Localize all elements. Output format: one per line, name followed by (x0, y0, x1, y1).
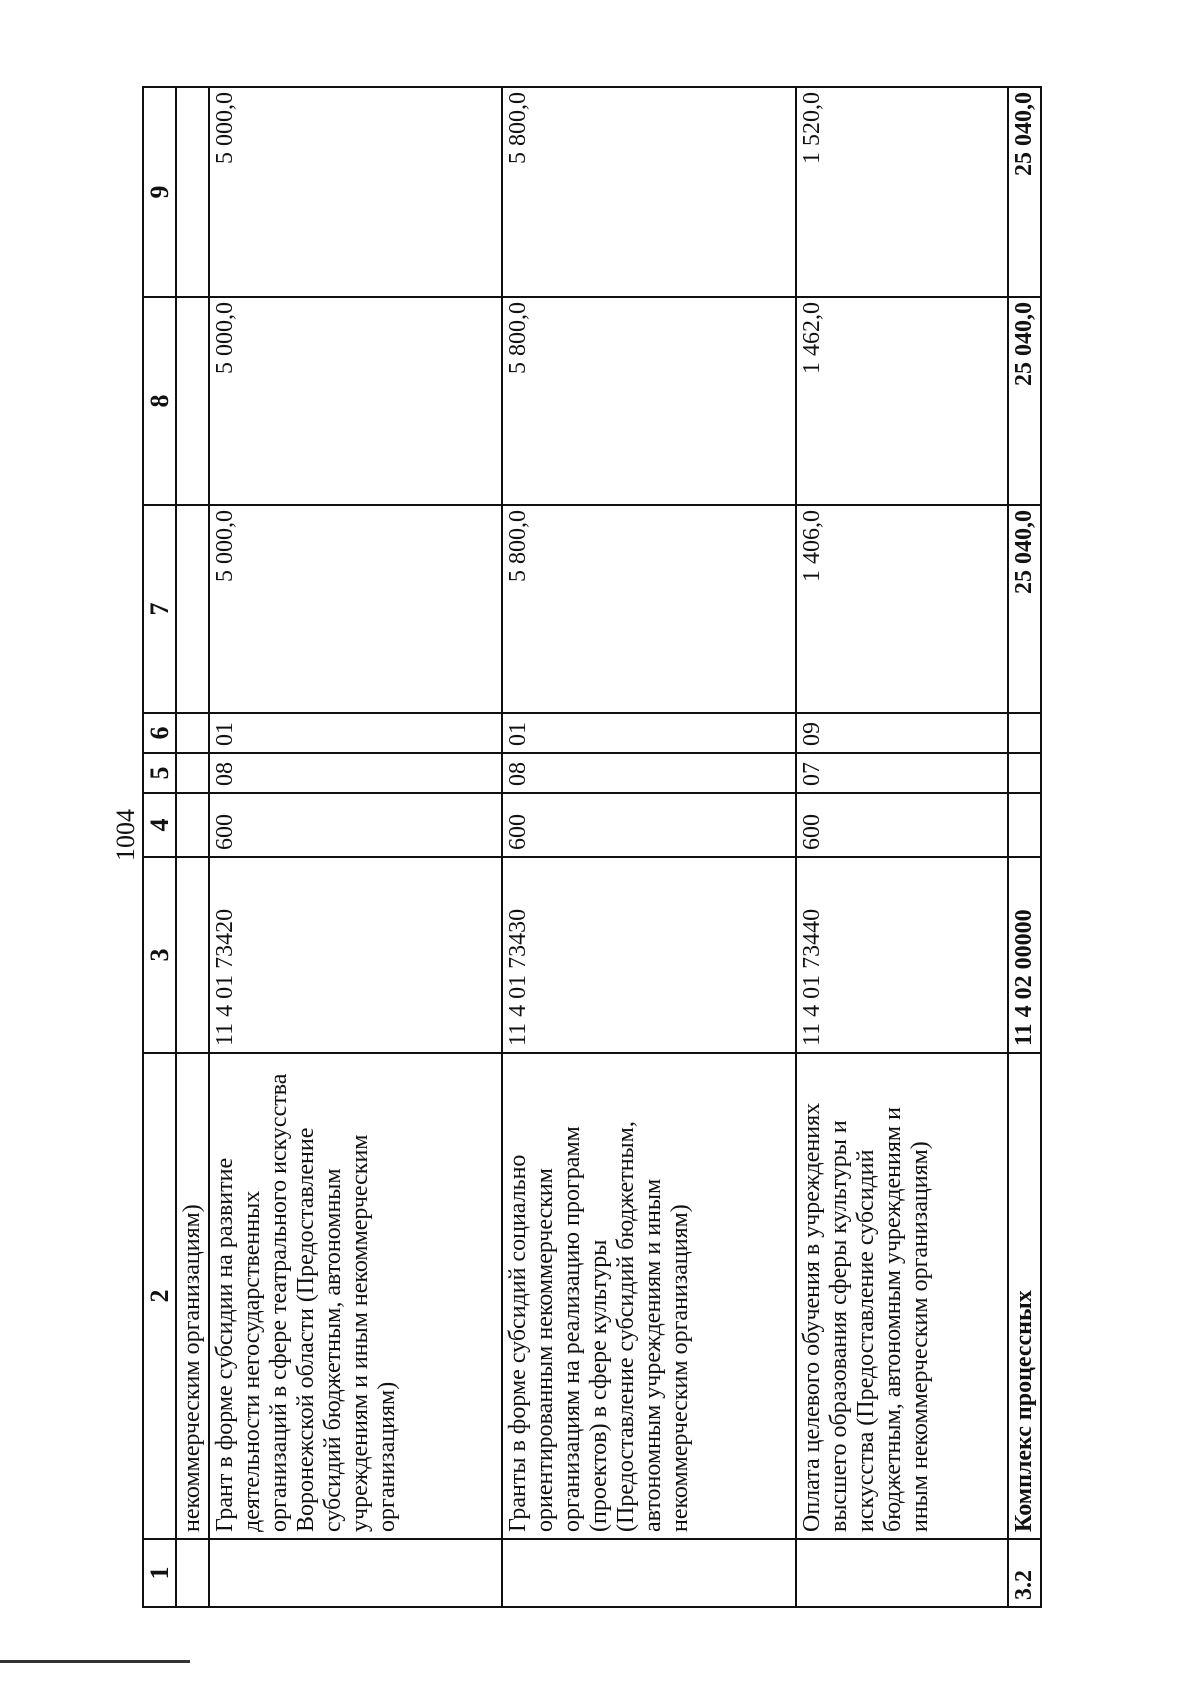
row-c4: 600 (502, 793, 795, 857)
row-value-8: 1 462,0 (796, 297, 1008, 505)
table-cell (176, 1539, 209, 1607)
total-row (1008, 87, 1041, 1607)
header-cell: 9 (143, 87, 176, 297)
scan-edge-line (0, 1660, 190, 1663)
table-row (209, 87, 502, 1607)
header-cell: 6 (143, 713, 176, 753)
header-row (143, 87, 176, 1607)
total-c4 (1008, 793, 1041, 857)
row-c5: 08 (502, 753, 795, 793)
header-cell: 3 (143, 857, 176, 1053)
row-c5: 08 (209, 753, 502, 793)
header-cell: 1 (143, 1539, 176, 1607)
row-value-7: 5 000,0 (209, 505, 502, 713)
header-cell: 5 (143, 753, 176, 793)
row-c4: 600 (209, 793, 502, 857)
row-value-8: 5 800,0 (502, 297, 795, 505)
table-cell (176, 713, 209, 753)
table-cell (176, 297, 209, 505)
table-cell (176, 857, 209, 1053)
header-cell: 7 (143, 505, 176, 713)
row-c6: 01 (502, 713, 795, 753)
row-number (796, 1539, 1008, 1607)
row-value-9: 5 800,0 (502, 87, 795, 297)
table-row (796, 87, 1008, 1607)
table-cell (176, 505, 209, 713)
table-cell (176, 793, 209, 857)
total-c6 (1008, 713, 1041, 753)
row-c4: 600 (796, 793, 1008, 857)
total-c5 (1008, 753, 1041, 793)
header-cell: 2 (143, 1053, 176, 1539)
row-code: 11 4 01 73440 (796, 857, 1008, 1053)
total-number: 3.2 (1008, 1539, 1041, 1607)
header-cell: 8 (143, 297, 176, 505)
rotated-table-container (142, 88, 1042, 1608)
row-value-8: 5 000,0 (209, 297, 502, 505)
budget-table (142, 86, 1042, 1608)
header-cell: 4 (143, 793, 176, 857)
total-name: Комплекс процессных (1008, 1053, 1041, 1539)
row-value-9: 5 000,0 (209, 87, 502, 297)
total-code: 11 4 02 00000 (1008, 857, 1041, 1053)
continuation-row (176, 87, 209, 1607)
row-c5: 07 (796, 753, 1008, 793)
row-code: 11 4 01 73420 (209, 857, 502, 1053)
row-name: Оплата целевого обучения в учреждениях высшего образования сферы культуры и искусства (Предоставление субсидий бюджетным, автономным учреждениям и иным некоммерческим организациям) (796, 1053, 1008, 1539)
total-value-8: 25 040,0 (1008, 297, 1041, 505)
row-c6: 01 (209, 713, 502, 753)
row-number (502, 1539, 795, 1607)
row-value-7: 5 800,0 (502, 505, 795, 713)
row-value-7: 1 406,0 (796, 505, 1008, 713)
page-number: 1004 (111, 809, 140, 861)
row-code: 11 4 01 73430 (502, 857, 795, 1053)
row-number (209, 1539, 502, 1607)
row-value-9: 1 520,0 (796, 87, 1008, 297)
table-row (502, 87, 795, 1607)
continuation-text: некоммерческим организациям) (176, 1053, 209, 1539)
table-cell (176, 753, 209, 793)
row-name: Гранты в форме субсидий социально ориентированным некоммерческим организациям на реализацию программ (проектов) в сфере культуры (Предоставление субсидий бюджетным, автономным учреждениям и иным некоммерческим организациям) (502, 1053, 795, 1539)
total-value-7: 25 040,0 (1008, 505, 1041, 713)
row-name: Грант в форме субсидии на развитие деятельности негосударственных организаций в сфере театрального искусства Воронежской области (Предоставление субсидий бюджетным, автономным учреждениям и иным некоммерческим организациям) (209, 1053, 502, 1539)
table-cell (176, 87, 209, 297)
row-c6: 09 (796, 713, 1008, 753)
total-value-9: 25 040,0 (1008, 87, 1041, 297)
